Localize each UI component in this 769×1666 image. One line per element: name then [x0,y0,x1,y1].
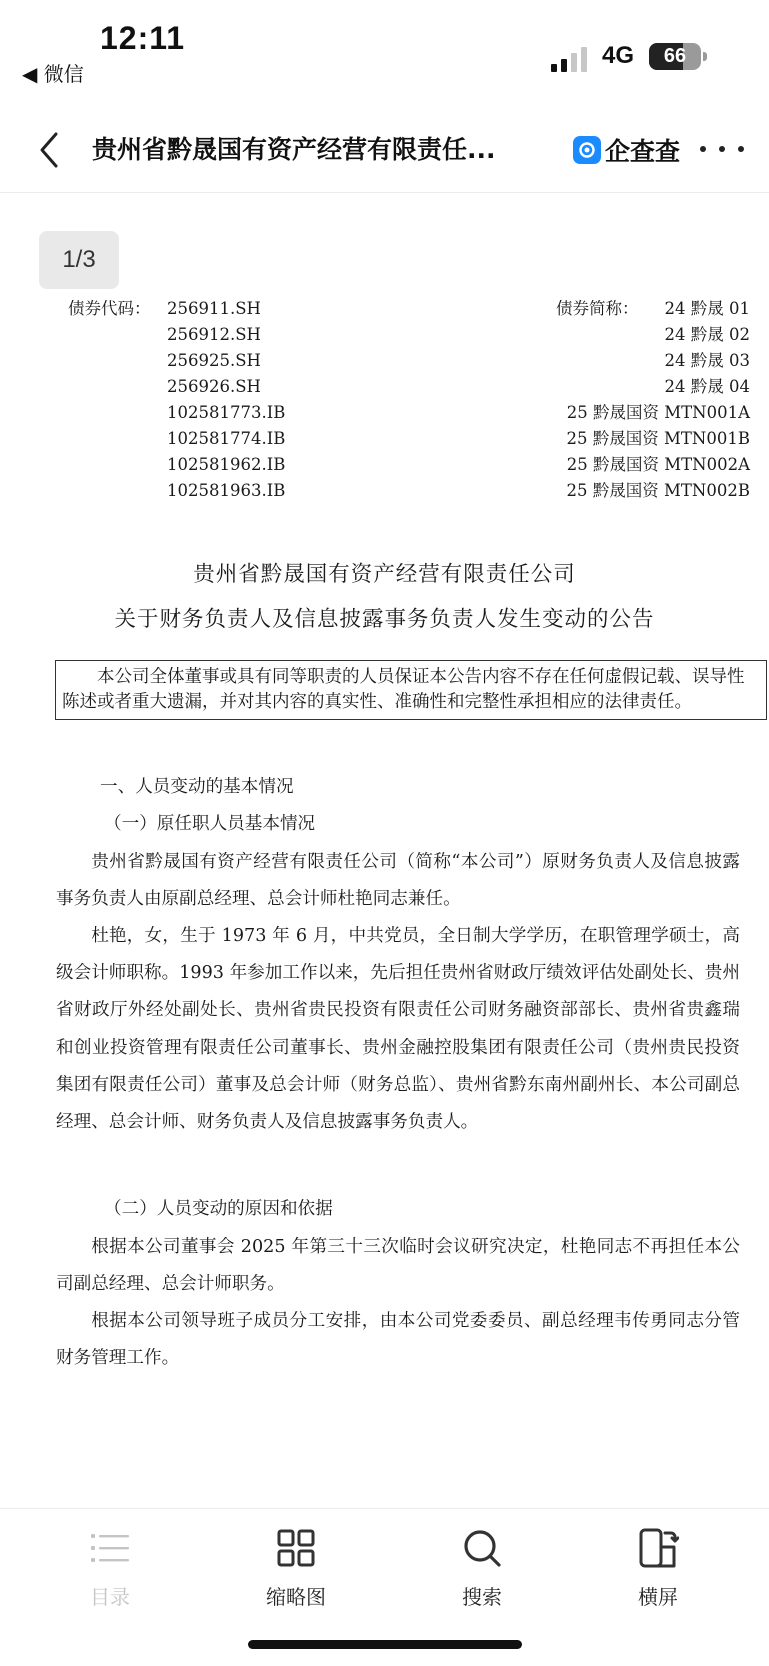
bond-row [0,452,769,478]
search-icon [461,1527,503,1569]
back-chevron-icon[interactable] [34,128,64,172]
qichacha-logo-icon [573,136,601,164]
bond-code: 102581963.IB [167,481,286,500]
bond-short: 25 黔晟国资 MTN002A [566,455,750,474]
status-bar [0,0,769,96]
bond-code: 102581773.IB [167,403,286,422]
bond-row [0,348,769,374]
thumbnails-button[interactable] [236,1527,356,1610]
battery-tip [703,52,707,61]
bond-short: 25 黔晟国资 MTN002B [566,481,750,500]
bond-code: 256911.SH [167,299,261,318]
signal-icon [551,46,591,72]
rotate-screen-icon [637,1527,679,1569]
section-heading: 一、人员变动的基本情况 [100,777,294,797]
bond-code: 102581962.IB [167,455,286,474]
brand-name: 企查查 [605,137,681,166]
body-paragraph: 根据本公司领导班子成员分工安排，由本公司党委委员、副总经理韦传勇同志分管财务管理工作。 [56,1311,740,1369]
nav-bar [0,108,769,193]
brand-link[interactable] [573,130,680,170]
list-icon [89,1527,131,1569]
bond-short: 24 黔晟 02 [664,325,750,344]
home-indicator[interactable] [248,1640,522,1649]
bond-code-label: 债券代码： [68,299,151,318]
subsection-heading: （二）人员变动的原因和依据 [104,1199,333,1219]
bond-row [0,426,769,452]
bond-code: 256926.SH [167,377,261,396]
toc-label: 目录 [90,1585,130,1609]
search-label: 搜索 [462,1585,502,1609]
landscape-label: 横屏 [638,1585,678,1609]
subsection-heading: （一）原任职人员基本情况 [104,814,316,834]
bond-short: 25 黔晟国资 MTN001B [566,429,750,448]
document-subtitle: 关于财务负责人及信息披露事务负责人发生变动的公告 [114,607,655,632]
grid-icon [275,1527,317,1569]
battery-level: 66 [663,45,687,67]
disclaimer-box: 本公司全体董事或具有同等职责的人员保证本公告内容不存在任何虚假记载、误导性陈述或者重大遗漏，并对其内容的真实性、准确性和完整性承担相应的法律责任。 [55,660,767,720]
page-indicator: 1/3 [39,231,119,289]
body-paragraph: 根据本公司董事会 2025 年第三十三次临时会议研究决定，杜艳同志不再担任本公司副总经理、总会计师职务。 [56,1237,740,1295]
status-time: 12:11 [100,20,186,56]
bond-short-label: 债券简称： [556,299,639,318]
bond-code: 256912.SH [167,325,261,344]
bond-code: 256925.SH [167,351,261,370]
back-to-wechat-link[interactable]: ◀ 微信 [22,62,84,86]
more-icon[interactable] [700,134,744,164]
bond-row [0,296,769,322]
search-button[interactable] [422,1527,542,1610]
network-type: 4G [602,42,635,69]
bond-code: 102581774.IB [167,429,286,448]
bond-short: 24 黔晟 03 [664,351,750,370]
bond-short: 24 黔晟 04 [664,377,750,396]
bond-row [0,374,769,400]
body-paragraph: 杜艳，女，生于 1973 年 6 月，中共党员，全日制大学学历，在职管理学硕士，高级会计师职称。1993 年参加工作以来，先后担任贵州省财政厅绩效评估处副处长、贵州省财政厅外经处副处长、贵州省贵民投资有限责任公司财务融资部部长、贵州省贵鑫瑞和创业投资管理有限责任公司董事长、贵州金融控股集团有限责任公司（贵州贵民投资集团有限责任公司）董事及总会计师（财务总监）、贵州省黔东南州副州长、本公司副总经理、总会计师、财务负责人及信息披露事务负责人。 [56,926,740,1133]
bond-row [0,400,769,426]
bond-row [0,478,769,504]
page-title: 贵州省黔晟国有资产经营有限责任... [92,135,496,164]
document-title: 贵州省黔晟国有资产经营有限责任公司 [193,562,576,587]
body-paragraph: 贵州省黔晟国有资产经营有限责任公司（简称“本公司”）原财务负责人及信息披露事务负责人由原副总经理、总会计师杜艳同志兼任。 [56,852,740,910]
battery-icon [649,43,701,70]
landscape-button[interactable] [598,1527,718,1610]
bond-short: 24 黔晟 01 [664,299,750,318]
bond-short: 25 黔晟国资 MTN001A [566,403,750,422]
bond-row [0,322,769,348]
toc-button[interactable] [50,1527,170,1610]
thumbnails-label: 缩略图 [266,1585,326,1609]
